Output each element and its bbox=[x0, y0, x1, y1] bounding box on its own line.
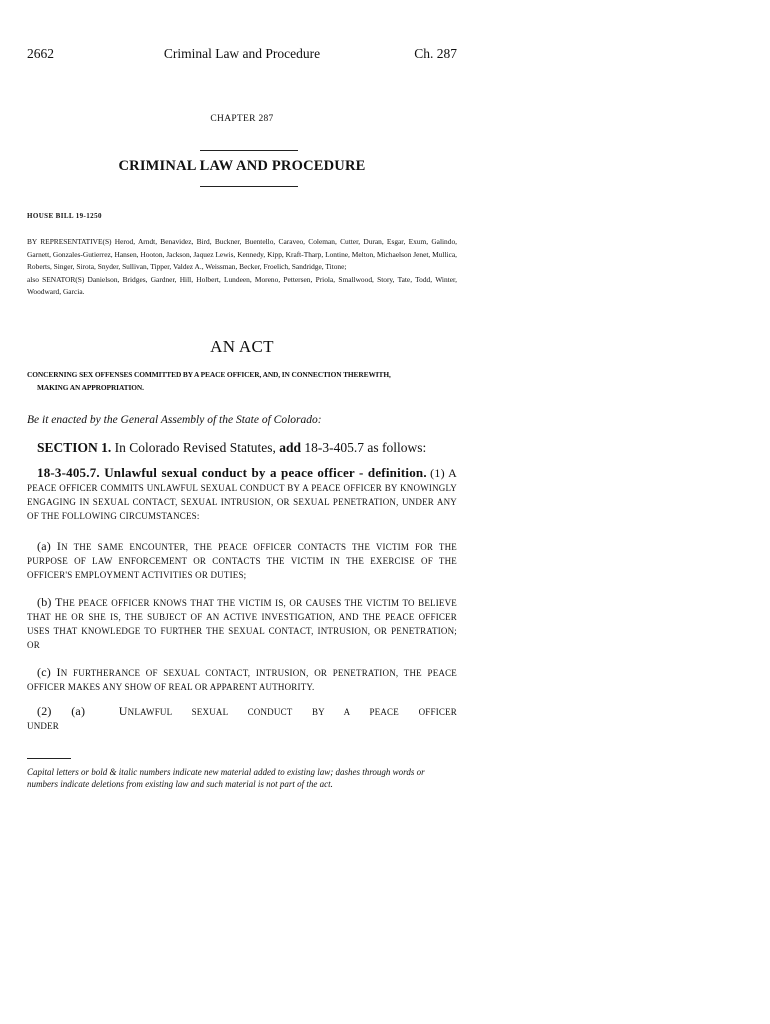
act-title: AN ACT bbox=[210, 337, 274, 356]
document-page bbox=[27, 0, 457, 1024]
paragraph-a-lead: I bbox=[56, 539, 62, 553]
running-title: Criminal Law and Procedure bbox=[163, 46, 321, 61]
sponsor-list bbox=[27, 236, 457, 299]
concerning-line-2: MAKING AN APPROPRIATION. bbox=[37, 383, 144, 392]
section-1-add: add bbox=[279, 440, 302, 455]
section-1-text-after: 18-3-405.7 as follows: bbox=[304, 440, 427, 455]
statute-subsection-1 bbox=[27, 466, 457, 523]
statute-paragraph-a bbox=[27, 539, 457, 582]
statute-paragraph-b bbox=[27, 595, 457, 652]
section-1-heading bbox=[37, 440, 426, 456]
running-header bbox=[27, 46, 457, 64]
subsection-1-marker: (1) bbox=[430, 466, 445, 480]
paragraph-b-lead: T bbox=[55, 595, 63, 609]
paragraph-b-text: HE PEACE OFFICER KNOWS THAT THE VICTIM IS, OR CAUSES THE VICTIM TO BELIEVE THAT HE OR SHE IS, THE SUBJECT OF AN ACTIVE INVESTIGATION, AND THE PEACE OFFICER USES THAT KNOWLEDGE TO FURTHER THE SEXUAL CONTACT, INTRUSION, OR PENETRATION; OR bbox=[27, 598, 457, 650]
chapter-label: CHAPTER 287 bbox=[210, 114, 274, 124]
senators-list: also SENATOR(S) Danielson, Bridges, Gardner, Hill, Holbert, Lundeen, Moreno, Pettersen, Priola, Smallwood, Story, Tate, Todd, Winter, Woodward, Garcia. bbox=[27, 274, 457, 297]
subsection-1-text: PEACE OFFICER COMMITS UNLAWFUL SEXUAL CONDUCT BY A PEACE OFFICER BY KNOWINGLY ENGAGING IN SEXUAL CONTACT, SEXUAL INTRUSION, OR SEXUAL PENETRATION, UNDER ANY OF THE FOLLOWING CIRCUMSTANCES: bbox=[27, 483, 457, 521]
subsection-2a-marker: (a) bbox=[71, 704, 86, 718]
title-rule-bottom bbox=[200, 186, 298, 187]
chapter-reference: Ch. 287 bbox=[414, 46, 457, 61]
paragraph-c-text: N FURTHERANCE OF SEXUAL CONTACT, INTRUSION, OR PENETRATION, THE PEACE OFFICER MAKES ANY SHOW OF REAL OR APPARENT AUTHORITY. bbox=[27, 668, 457, 692]
subsection-1-lead: A bbox=[448, 466, 457, 480]
concerning-line-1: CONCERNING SEX OFFENSES COMMITTED BY A PEACE OFFICER, AND, IN CONNECTION THEREWITH, bbox=[27, 370, 391, 379]
subsection-2-marker: (2) bbox=[37, 704, 52, 718]
footnote-rule bbox=[27, 758, 71, 759]
section-1-label: SECTION 1. bbox=[37, 440, 112, 455]
section-1-text-before: In Colorado Revised Statutes, bbox=[114, 440, 276, 455]
statute-headline: 18-3-405.7. Unlawful sexual conduct by a peace officer - definition. bbox=[37, 465, 427, 480]
subsection-2a-text: NLAWFUL SEXUAL CONDUCT BY A PEACE OFFICER UNDER bbox=[27, 707, 457, 731]
act-concerning bbox=[27, 368, 457, 394]
representatives-list: BY REPRESENTATIVE(S) Herod, Arndt, Benavidez, Bird, Buckner, Buentello, Caraveo, Coleman, Cutter, Duran, Esgar, Exum, Galindo, Garnett, Gonzales-Gutierrez, Hansen, Hooton, Jackson, Jaquez Lewis, Kennedy, Kipp, Kraft-Tharp, Lontine, Melton, Michaelson Jenet, Mullica, Roberts, Singer, Sirota, Snyder, Sullivan, Tipper, Valdez A., Weissman, Becker, Froelich, Sandridge, Titone; bbox=[27, 237, 457, 272]
paragraph-a-text: N THE SAME ENCOUNTER, THE PEACE OFFICER CONTACTS THE VICTIM FOR THE PURPOSE OF LAW ENFORCEMENT OR CONTACTS THE VICTIM IN THE EXERCISE OF THE OFFICER'S EMPLOYMENT ACTIVITIES OR DUTIES; bbox=[27, 542, 458, 580]
paragraph-a-marker: (a) bbox=[37, 539, 51, 553]
statute-paragraph-c bbox=[27, 665, 457, 694]
enacting-clause: Be it enacted by the General Assembly of the State of Colorado: bbox=[27, 414, 322, 426]
page-number: 2662 bbox=[27, 46, 54, 61]
paragraph-b-marker: (b) bbox=[37, 595, 52, 609]
title-rule-top bbox=[200, 150, 298, 151]
footnote: Capital letters or bold & italic numbers indicate new material added to existing law; dashes through words or numbers indicate deletions from existing law and such material is not part of the act. bbox=[27, 767, 425, 789]
subsection-2a-lead: U bbox=[118, 704, 128, 718]
paragraph-c-marker: (c) bbox=[37, 665, 51, 679]
statute-subsection-2 bbox=[27, 704, 457, 733]
bill-number: HOUSE BILL 19-1250 bbox=[27, 212, 102, 220]
chapter-title: CRIMINAL LAW AND PROCEDURE bbox=[118, 158, 366, 174]
paragraph-c-lead: I bbox=[56, 665, 61, 679]
